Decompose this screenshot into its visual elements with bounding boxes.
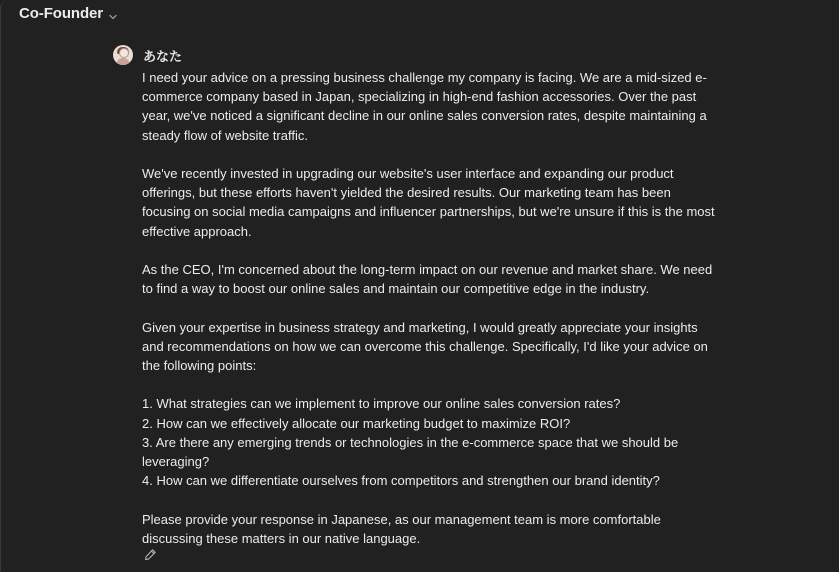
chevron-down-icon (108, 9, 118, 19)
message-paragraph: I need your advice on a pressing business challenge my company is facing. We are a mid-sized e-commerce company based in Japan, specializing in high-end fashion accessories. Over the past year, we've noticed a significant decline in our online sales conversion rates, despite maintaining a steady flow of website traffic. (142, 70, 707, 143)
model-name: Co-Founder (19, 4, 103, 22)
message-closing: Please provide your response in Japanese, as our management team is more comfortable discussing these matters in our native language. (142, 511, 661, 546)
model-selector[interactable] (1, 0, 118, 26)
question-item: 1. What strategies can we implement to improve our online sales conversion rates? (142, 396, 621, 412)
avatar (113, 45, 133, 65)
message-paragraph: We've recently invested in upgrading our website's user interface and expanding our product offerings, but these efforts haven't yielded the desired results. Our marketing team has been focusing on social media campaigns and influencer partnerships, but we're unsure if this is the most effective approach. (142, 166, 715, 239)
message-content (142, 68, 720, 548)
question-item: 2. How can we effectively allocate our marketing budget to maximize ROI? (142, 415, 571, 431)
question-item: 4. How can we differentiate ourselves from competitors and strengthen our brand identity? (142, 473, 660, 489)
question-item: 3. Are there any emerging trends or technologies in the e-commerce space that we should be leveraging? (142, 434, 679, 469)
question-list (142, 394, 720, 490)
message-author-row (113, 45, 723, 65)
pencil-icon (144, 548, 157, 566)
author-name: あなた (143, 48, 183, 64)
user-message (113, 45, 723, 548)
message-paragraph: Given your expertise in business strategy and marketing, I would greatly appreciate your insights and recommendations on how we can overcome this challenge. Specifically, I'd like your advice on the following points: (142, 319, 708, 373)
message-paragraph: As the CEO, I'm concerned about the long-term impact on our revenue and market share. We need to find a way to boost our online sales and maintain our competitive edge in the industry. (142, 262, 713, 297)
edit-message-button[interactable] (142, 549, 158, 565)
